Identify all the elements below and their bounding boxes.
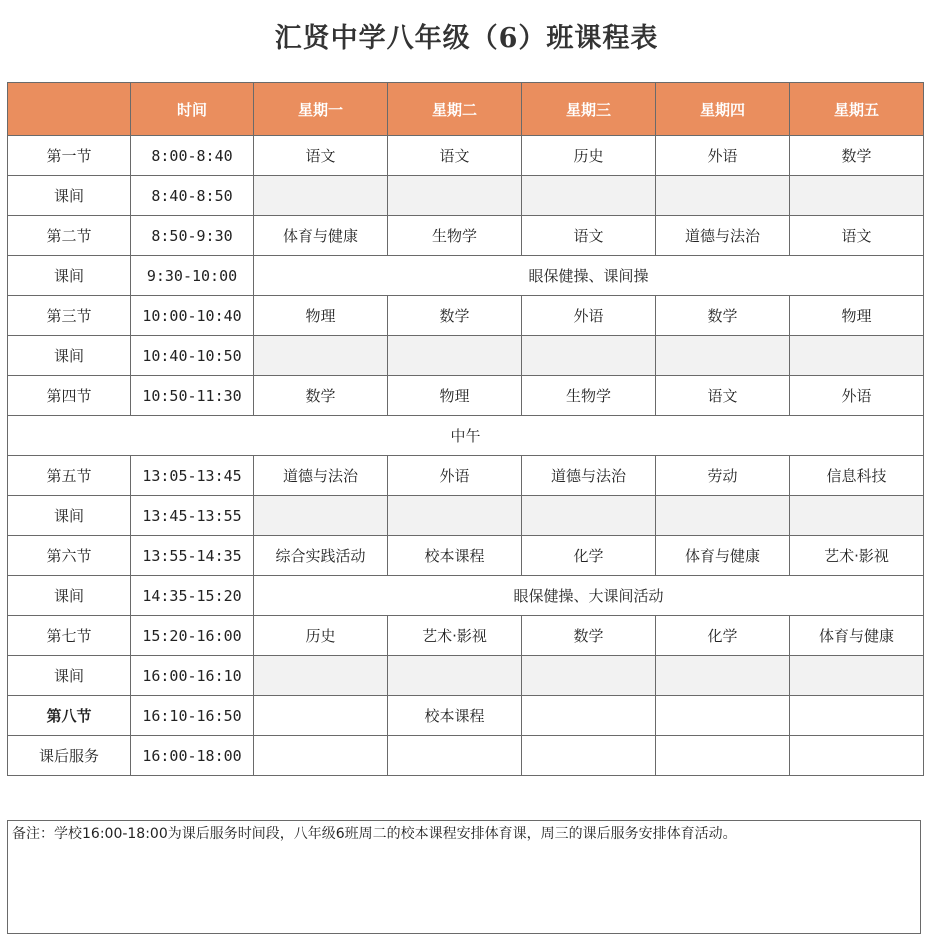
course-cell [254,176,388,216]
table-row [8,416,924,456]
course-cell: 外语 [790,376,924,416]
course-cell: 综合实践活动 [254,536,388,576]
course-cell: 体育与健康 [656,536,790,576]
activity-cell: 眼保健操、课间操 [254,256,924,296]
table-row [8,176,924,216]
course-cell: 数学 [656,296,790,336]
period-label: 第八节 [8,696,131,736]
header-cell-wednesday: 星期三 [522,83,656,136]
course-cell: 外语 [522,296,656,336]
header-cell-corner [8,83,131,136]
page-title: 汇贤中学八年级（6）班课程表 [274,23,659,54]
period-label: 第三节 [8,296,131,336]
table-row [8,656,924,696]
course-cell [388,336,522,376]
course-cell [522,176,656,216]
table-row [8,456,924,496]
course-cell: 化学 [656,616,790,656]
time-cell: 16:00-18:00 [131,736,254,776]
course-cell [388,656,522,696]
course-cell [656,736,790,776]
period-label: 课间 [8,336,131,376]
period-label: 课间 [8,256,131,296]
table-row [8,256,924,296]
time-cell: 8:40-8:50 [131,176,254,216]
table-row [8,336,924,376]
table-row [8,216,924,256]
course-cell: 物理 [388,376,522,416]
time-cell: 13:55-14:35 [131,536,254,576]
course-cell: 历史 [522,136,656,176]
course-cell: 校本课程 [388,536,522,576]
course-cell: 语文 [656,376,790,416]
timetable [7,82,924,776]
table-row [8,576,924,616]
course-cell [790,656,924,696]
course-cell: 数学 [790,136,924,176]
course-cell [388,176,522,216]
course-cell: 信息科技 [790,456,924,496]
course-cell: 道德与法治 [254,456,388,496]
course-cell [254,336,388,376]
course-cell [254,736,388,776]
course-cell: 体育与健康 [790,616,924,656]
course-cell [522,496,656,536]
header-cell-time: 时间 [131,83,254,136]
header-cell-thursday: 星期四 [656,83,790,136]
course-cell: 物理 [254,296,388,336]
table-row [8,616,924,656]
time-cell: 10:00-10:40 [131,296,254,336]
period-label: 第一节 [8,136,131,176]
header-cell-friday: 星期五 [790,83,924,136]
course-cell [388,496,522,536]
course-cell [388,736,522,776]
period-label: 第四节 [8,376,131,416]
course-cell: 语文 [388,136,522,176]
period-label: 课间 [8,576,131,616]
course-cell [522,736,656,776]
course-cell [790,736,924,776]
period-label: 第五节 [8,456,131,496]
course-cell [790,176,924,216]
time-cell: 16:10-16:50 [131,696,254,736]
time-cell: 10:50-11:30 [131,376,254,416]
time-cell: 8:00-8:40 [131,136,254,176]
course-cell: 外语 [388,456,522,496]
time-cell: 16:00-16:10 [131,656,254,696]
time-cell: 13:45-13:55 [131,496,254,536]
header-cell-tuesday: 星期二 [388,83,522,136]
remarks-box: 备注：学校16:00-18:00为课后服务时间段，八年级6班周二的校本课程安排体育课，周三的课后服务安排体育活动。 [7,820,921,934]
course-cell [656,696,790,736]
course-cell: 历史 [254,616,388,656]
table-row [8,496,924,536]
header-cell-monday: 星期一 [254,83,388,136]
time-cell: 13:05-13:45 [131,456,254,496]
course-cell: 数学 [254,376,388,416]
course-cell [522,696,656,736]
course-cell: 数学 [522,616,656,656]
course-cell [656,496,790,536]
activity-cell: 眼保健操、大课间活动 [254,576,924,616]
course-cell: 校本课程 [388,696,522,736]
period-label: 课间 [8,656,131,696]
table-row [8,736,924,776]
time-cell: 10:40-10:50 [131,336,254,376]
course-cell: 语文 [522,216,656,256]
period-label: 第七节 [8,616,131,656]
period-label: 课间 [8,496,131,536]
header-row [8,83,924,136]
period-label: 课间 [8,176,131,216]
table-row [8,536,924,576]
table-row [8,136,924,176]
course-cell: 外语 [656,136,790,176]
period-label: 第六节 [8,536,131,576]
course-cell: 数学 [388,296,522,336]
course-cell: 劳动 [656,456,790,496]
time-cell: 9:30-10:00 [131,256,254,296]
course-cell [790,496,924,536]
course-cell [790,336,924,376]
course-cell: 艺术·影视 [790,536,924,576]
course-cell [522,656,656,696]
table-row [8,376,924,416]
course-cell: 语文 [790,216,924,256]
period-label: 课后服务 [8,736,131,776]
lunch-row-cell: 中午 [8,416,924,456]
course-cell: 生物学 [522,376,656,416]
course-cell [790,696,924,736]
table-row [8,296,924,336]
course-cell: 生物学 [388,216,522,256]
course-cell: 化学 [522,536,656,576]
time-cell: 14:35-15:20 [131,576,254,616]
period-label: 第二节 [8,216,131,256]
course-cell: 体育与健康 [254,216,388,256]
course-cell [254,496,388,536]
course-cell [254,696,388,736]
course-cell [254,656,388,696]
course-cell [656,176,790,216]
time-cell: 8:50-9:30 [131,216,254,256]
course-cell [656,656,790,696]
course-cell: 道德与法治 [656,216,790,256]
course-cell: 物理 [790,296,924,336]
course-cell: 艺术·影视 [388,616,522,656]
course-cell [522,336,656,376]
table-row [8,696,924,736]
course-cell: 语文 [254,136,388,176]
time-cell: 15:20-16:00 [131,616,254,656]
course-cell [656,336,790,376]
course-cell: 道德与法治 [522,456,656,496]
